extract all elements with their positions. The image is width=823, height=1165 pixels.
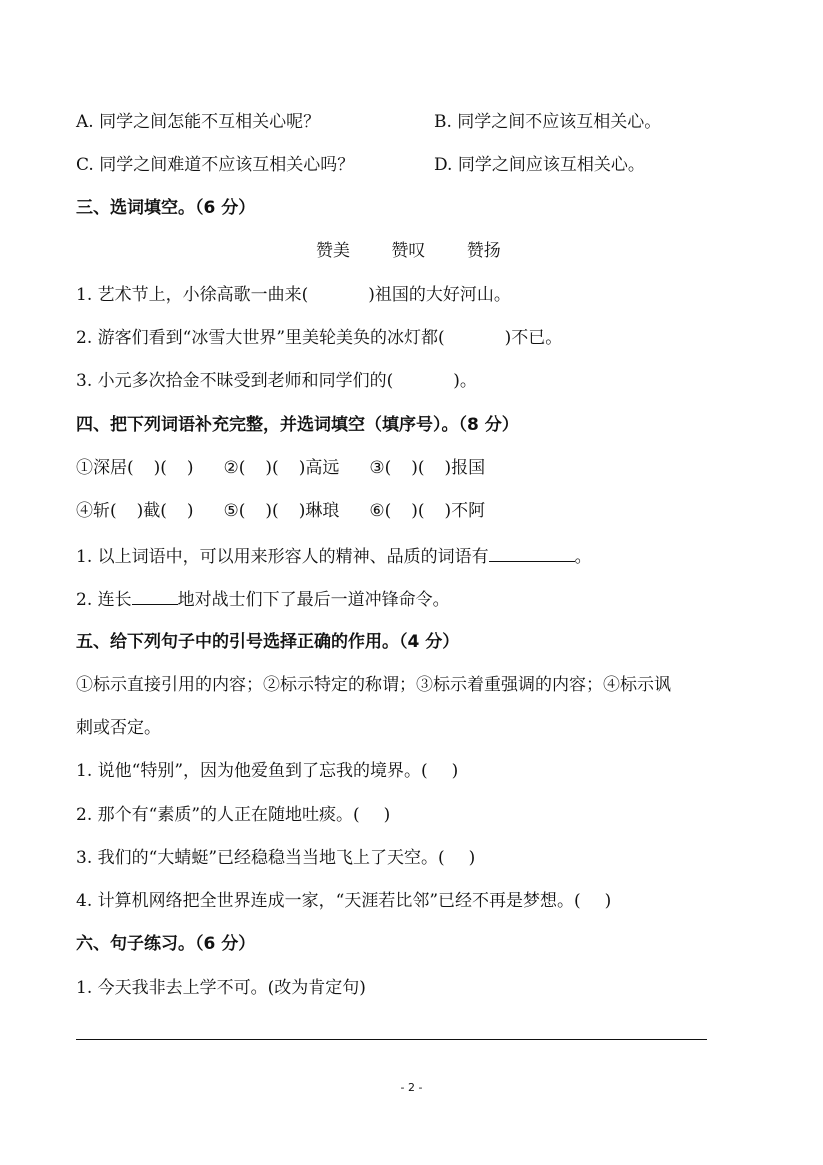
section4-q1 — [76, 543, 592, 569]
idiom-fragment: ③( — [369, 458, 392, 478]
section4-title: 四、把下列词语补充完整，并选词填空（填序号）。（8 分） — [76, 415, 519, 435]
idiom-fragment: )( — [411, 501, 425, 521]
q4-text: 4. 计算机网络把全世界连成一家，“天涯若比邻”已经不再是梦想。( — [76, 891, 581, 911]
section5-desc-line2: 刺或否定。 — [76, 718, 161, 738]
idiom-fragment: ④斩( — [76, 501, 117, 521]
q2-text: 2. 游客们看到“冰雪大世界”里美轮美奂的冰灯都( — [76, 328, 445, 348]
q1-text-end: 。 — [574, 547, 592, 567]
q1-text: 1. 以上词语中，可以用来形容人的精神、品质的词语有 — [76, 547, 489, 567]
idiom-fragment: ②( — [223, 458, 246, 478]
idiom-fragment: ⑤( — [223, 501, 246, 521]
word-bank — [316, 239, 537, 263]
word-3: 赞扬 — [466, 241, 501, 261]
option-d: D. 同学之间应该互相关心。 — [434, 155, 645, 175]
answer-underline[interactable] — [489, 543, 575, 562]
idiom-fragment: )( — [265, 501, 279, 521]
idiom-fragment: )( — [153, 458, 167, 478]
option-c: C. 同学之间难道不应该互相关心吗？ — [76, 155, 355, 175]
idiom-fragment: ⑥( — [369, 501, 392, 521]
section3-q2 — [76, 326, 562, 350]
option-a: A. 同学之间怎能不互相关心呢？ — [76, 112, 321, 132]
q3-text: 3. 小元多次拾金不昧受到老师和同学们的( — [76, 371, 394, 391]
idiom-fragment: ①深居( — [76, 458, 134, 478]
q3-text: 3. 我们的“大蜻蜓”已经稳稳当当地飞上了天空。( — [76, 848, 445, 868]
section5-desc-line1: ①标示直接引用的内容；②标示特定的称谓；③标示着重强调的内容；④标示讽 — [76, 675, 671, 695]
idiom-fragment: ) — [186, 458, 194, 478]
idiom-fragment: )报国 — [444, 458, 486, 478]
answer-underline[interactable] — [132, 586, 178, 605]
idiom-fragment: )琳琅 — [298, 501, 340, 521]
answer-line[interactable] — [76, 1039, 707, 1040]
idiom-fragment: )( — [411, 458, 425, 478]
q2-text: 2. 连长 — [76, 590, 132, 610]
q2-text: 2. 那个有“素质”的人正在随地吐痰。( — [76, 805, 360, 825]
word-1: 赞美 — [316, 241, 350, 261]
section5-title: 五、给下列句子中的引号选择正确的作用。（4 分） — [76, 632, 460, 652]
idiom-fragment: )( — [265, 458, 279, 478]
idiom-fragment: ) — [186, 501, 194, 521]
idiom-fragment: )高远 — [298, 458, 340, 478]
paren-close: ) — [383, 805, 391, 825]
q3-text-end: )。 — [453, 371, 477, 391]
paren-close: ) — [451, 761, 459, 781]
q2-text-end: )不已。 — [504, 328, 563, 348]
idiom-row-2 — [76, 499, 485, 523]
section5-q1 — [76, 759, 458, 783]
paren-close: ) — [468, 848, 476, 868]
q1-text-end: )祖国的大好河山。 — [368, 285, 511, 305]
section3-q1 — [76, 283, 511, 307]
section6-q1: 1. 今天我非去上学不可。(改为肯定句) — [76, 978, 366, 998]
q2-text-end: 地对战士们下了最后一道冲锋命令。 — [177, 590, 450, 610]
q1-text: 1. 说他“特别”，因为他爱鱼到了忘我的境界。( — [76, 761, 428, 781]
section5-q3 — [76, 846, 475, 870]
section4-q2 — [76, 586, 450, 612]
section3-q3 — [76, 369, 477, 393]
section6-title: 六、句子练习。（6 分） — [76, 934, 256, 954]
q1-text: 1. 艺术节上，小徐高歌一曲来( — [76, 285, 309, 305]
idiom-row-1 — [76, 456, 485, 480]
idiom-fragment: )截( — [136, 501, 167, 521]
option-b: B. 同学之间不应该互相关心。 — [434, 112, 662, 132]
section3-title: 三、选词填空。（6 分） — [76, 198, 256, 218]
idiom-fragment: )不阿 — [444, 501, 486, 521]
paren-close: ) — [604, 891, 612, 911]
page-number: - 2 - — [400, 1081, 423, 1094]
section5-q4 — [76, 889, 611, 913]
word-2: 赞叹 — [391, 241, 426, 261]
section5-q2 — [76, 803, 390, 827]
